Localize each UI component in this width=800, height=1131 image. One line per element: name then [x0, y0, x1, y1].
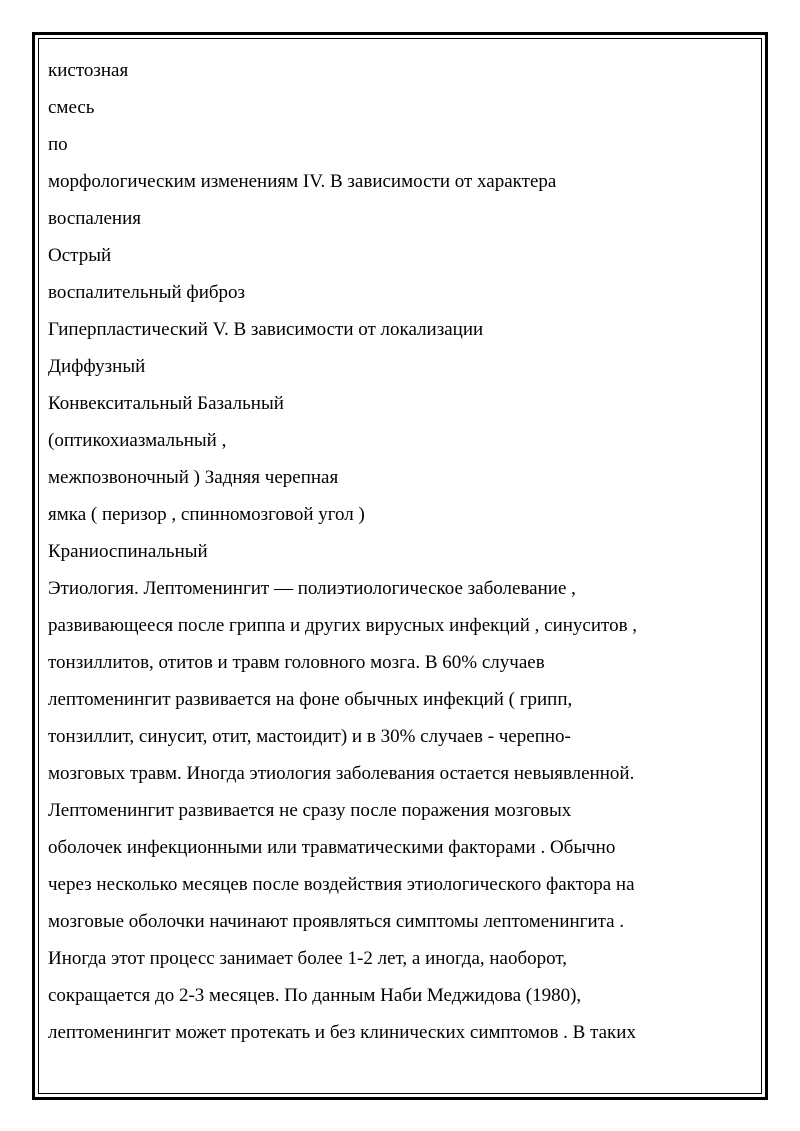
text-line: через несколько месяцев после воздействия этиологического фактора на	[48, 874, 635, 895]
text-line: сокращается до 2-3 месяцев. По данным Наби Меджидова (1980),	[48, 985, 582, 1006]
text-line: межпозвоночный ) Задняя черепная	[48, 467, 339, 488]
text-line: тонзиллит, синусит, отит, мастоидит) и в 30% случаев - черепно-	[48, 726, 571, 747]
text-line: ямка ( перизор , спинномозговой угол )	[48, 504, 365, 525]
text-line: Диффузный	[48, 356, 146, 377]
text-line: по	[48, 134, 68, 155]
text-line: Конвекситальный Базальный	[48, 393, 284, 414]
text-line: лептоменингит развивается на фоне обычных инфекций ( грипп,	[48, 689, 573, 710]
text-line: кистозная	[48, 60, 129, 81]
text-line: тонзиллитов, отитов и травм головного мозга. В 60% случаев	[48, 652, 545, 673]
text-line: воспалительный фиброз	[48, 282, 246, 303]
text-line: мозговых травм. Иногда этиология заболевания остается невыявленной.	[48, 763, 635, 784]
text-line: Лептоменингит развивается не сразу после поражения мозговых	[48, 800, 572, 821]
document-body	[48, 52, 728, 1051]
text-line: воспаления	[48, 208, 142, 229]
text-line: смесь	[48, 97, 95, 118]
text-line: Этиология. Лептоменингит — полиэтиологическое заболевание ,	[48, 578, 576, 599]
text-line: мозговые оболочки начинают проявляться симптомы лептоменингита .	[48, 911, 625, 932]
text-line: развивающееся после гриппа и других вирусных инфекций , синуситов ,	[48, 615, 638, 636]
text-line: (оптикохиазмальный ,	[48, 430, 227, 451]
text-line: морфологическим изменениям IV. В зависимости от характера	[48, 171, 557, 192]
text-line: лептоменингит может протекать и без клинических симптомов . В таких	[48, 1022, 636, 1043]
text-line: Гиперпластический V. В зависимости от локализации	[48, 319, 484, 340]
text-line: Иногда этот процесс занимает более 1-2 лет, а иногда, наоборот,	[48, 948, 568, 969]
text-line: оболочек инфекционными или травматическими факторами . Обычно	[48, 837, 616, 858]
text-line: Краниоспинальный	[48, 541, 208, 562]
text-line: Острый	[48, 245, 112, 266]
